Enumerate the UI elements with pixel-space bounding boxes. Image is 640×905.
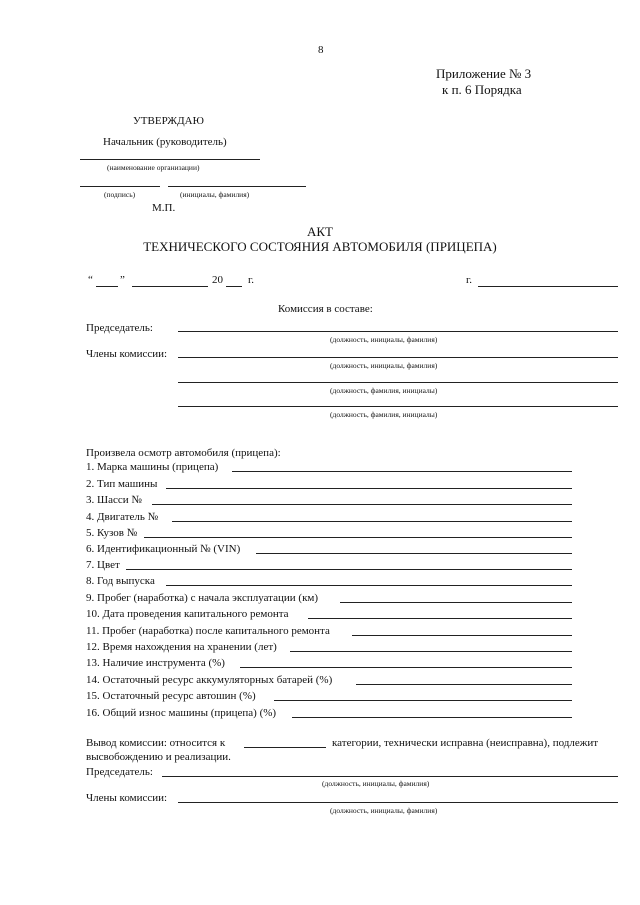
city-field[interactable] — [478, 286, 618, 287]
item-vin-field[interactable] — [256, 553, 572, 554]
item-overhaul-mileage-label: 11. Пробег (наработка) после капитального ремонта — [86, 625, 330, 637]
org-name-caption: (наименование организации) — [107, 163, 200, 172]
member-1-field[interactable] — [178, 357, 618, 358]
item-body-field[interactable] — [144, 537, 572, 538]
signature-line[interactable] — [80, 186, 160, 187]
conclusion-members-label: Члены комиссии: — [86, 792, 168, 804]
page-number: 8 — [318, 44, 324, 56]
day-field[interactable] — [96, 286, 118, 287]
conclusion-members-caption: (должность, инициалы, фамилия) — [330, 806, 438, 815]
date-open-quote: “ — [88, 274, 93, 286]
conclusion-chairman-label: Председатель: — [86, 766, 153, 778]
item-make-label: 1. Марка машины (прицепа) — [86, 461, 219, 473]
item-body-label: 5. Кузов № — [86, 527, 138, 539]
item-tires-resource-label: 15. Остаточный ресурс автошин (%) — [86, 690, 256, 702]
members-label: Члены комиссии: — [86, 348, 168, 360]
conclusion-suffix: категории, технически исправна (неисправна), подлежит — [332, 737, 599, 749]
conclusion-members-field[interactable] — [178, 802, 618, 803]
item-engine-label: 4. Двигатель № — [86, 511, 159, 523]
item-battery-resource-label: 14. Остаточный ресурс аккумуляторных батарей (%) — [86, 674, 333, 686]
year-prefix: 20 — [212, 274, 223, 286]
month-field[interactable] — [132, 286, 208, 287]
item-color-field[interactable] — [126, 569, 572, 570]
item-chassis-field[interactable] — [152, 504, 572, 505]
item-make-field[interactable] — [232, 471, 572, 472]
item-storage-time-field[interactable] — [290, 651, 572, 652]
item-type-label: 2. Тип машины — [86, 478, 158, 490]
item-engine-field[interactable] — [172, 521, 572, 522]
item-chassis-label: 3. Шасси № — [86, 494, 142, 506]
conclusion-chairman-field[interactable] — [162, 776, 618, 777]
item-total-wear-field[interactable] — [292, 717, 572, 718]
document-title: АКТ — [307, 224, 333, 239]
chairman-label: Председатель: — [86, 322, 153, 334]
item-tires-resource-field[interactable] — [274, 700, 572, 701]
item-overhaul-date-field[interactable] — [308, 618, 572, 619]
commission-heading: Комиссия в составе: — [278, 303, 373, 315]
member-2-field[interactable] — [178, 382, 618, 383]
org-name-line[interactable] — [80, 159, 260, 160]
appendix-line-2: к п. 6 Порядка — [442, 82, 522, 97]
approval-position: Начальник (руководитель) — [103, 136, 227, 148]
conclusion-chairman-caption: (должность, инициалы, фамилия) — [322, 779, 430, 788]
item-year-label: 8. Год выпуска — [86, 575, 155, 587]
inspection-heading: Произвела осмотр автомобиля (прицепа): — [86, 447, 281, 459]
signature-caption: (подпись) — [104, 190, 136, 199]
stamp-mark: М.П. — [152, 202, 176, 214]
item-vin-label: 6. Идентификационный № (VIN) — [86, 543, 241, 555]
chairman-caption: (должность, инициалы, фамилия) — [330, 335, 438, 344]
item-tools-label: 13. Наличие инструмента (%) — [86, 657, 225, 669]
document-subtitle: ТЕХНИЧЕСКОГО СОСТОЯНИЯ АВТОМОБИЛЯ (ПРИЦЕПА) — [143, 239, 497, 254]
item-overhaul-mileage-field[interactable] — [352, 635, 572, 636]
item-type-field[interactable] — [166, 488, 572, 489]
category-field[interactable] — [244, 747, 326, 748]
appendix-line-1: Приложение № 3 — [436, 66, 532, 81]
item-storage-time-label: 12. Время нахождения на хранении (лет) — [86, 641, 277, 653]
item-tools-field[interactable] — [240, 667, 572, 668]
item-total-wear-label: 16. Общий износ машины (прицепа) (%) — [86, 707, 277, 719]
member-2-caption: (должность, фамилия, инициалы) — [330, 386, 438, 395]
year-field[interactable] — [226, 286, 242, 287]
approval-heading: УТВЕРЖДАЮ — [133, 115, 204, 127]
member-3-field[interactable] — [178, 406, 618, 407]
item-mileage-field[interactable] — [340, 602, 572, 603]
approver-name-caption: (инициалы, фамилия) — [180, 190, 250, 199]
item-year-field[interactable] — [166, 585, 572, 586]
chairman-field[interactable] — [178, 331, 618, 332]
item-battery-resource-field[interactable] — [356, 684, 572, 685]
date-close-quote: ” — [120, 274, 125, 286]
member-3-caption: (должность, фамилия, инициалы) — [330, 410, 438, 419]
conclusion-line-2: высвобождению и реализации. — [86, 751, 231, 763]
item-mileage-label: 9. Пробег (наработка) с начала эксплуатации (км) — [86, 592, 319, 604]
item-color-label: 7. Цвет — [86, 559, 120, 571]
item-overhaul-date-label: 10. Дата проведения капитального ремонта — [86, 608, 289, 620]
conclusion-prefix: Вывод комиссии: относится к — [86, 737, 226, 749]
city-prefix: г. — [466, 274, 473, 286]
approver-name-line[interactable] — [168, 186, 306, 187]
member-1-caption: (должность, инициалы, фамилия) — [330, 361, 438, 370]
year-suffix: г. — [248, 274, 255, 286]
